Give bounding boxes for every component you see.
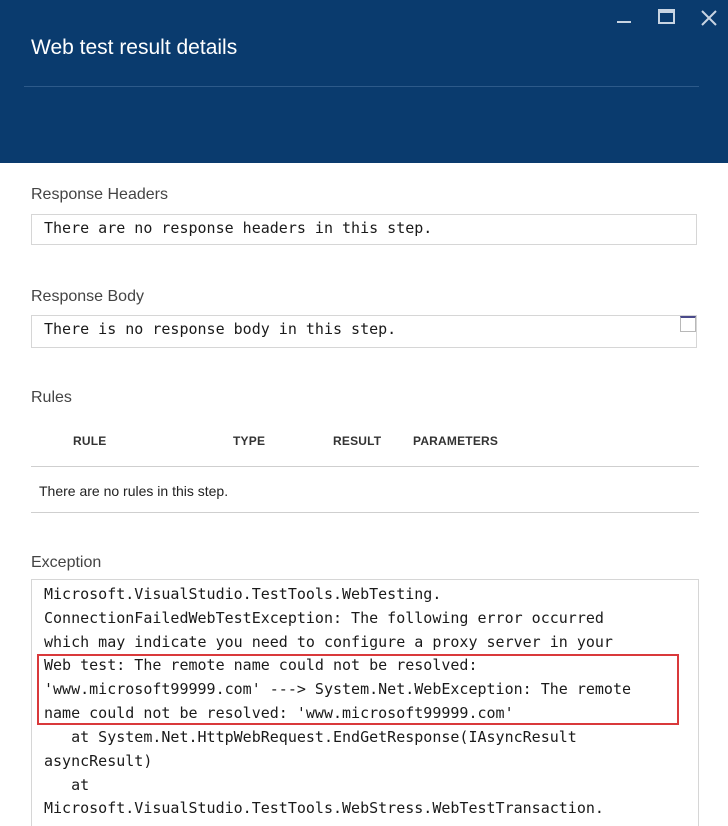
maximize-icon — [655, 6, 679, 30]
minimize-button[interactable] — [612, 6, 636, 30]
response-body-label: Response Body — [31, 288, 144, 305]
rules-label: Rules — [31, 389, 72, 406]
exception-line: Microsoft.VisualStudio.TestTools.WebStress.WebTestTransaction. — [44, 799, 604, 817]
rules-column-result[interactable]: RESULT — [333, 434, 382, 448]
close-icon — [697, 6, 721, 30]
page-title: Web test result details — [31, 36, 238, 59]
exception-line: at — [44, 776, 90, 794]
exception-line: asyncResult) — [44, 752, 153, 770]
response-headers-box[interactable] — [31, 214, 697, 245]
exception-line: name could not be resolved: 'www.microsoft99999.com' — [44, 704, 514, 722]
exception-box[interactable] — [31, 579, 699, 826]
close-button[interactable] — [697, 6, 721, 30]
response-body-text: There is no response body in this step. — [44, 320, 397, 338]
rules-bottom-divider — [31, 512, 699, 513]
response-headers-label: Response Headers — [31, 186, 168, 203]
resize-handle[interactable] — [680, 316, 696, 332]
rules-header-divider — [31, 466, 699, 467]
exception-line: Web test: The remote name could not be resolved: — [44, 656, 478, 674]
rules-column-parameters[interactable]: PARAMETERS — [413, 434, 499, 448]
rules-empty-text: There are no rules in this step. — [39, 483, 229, 499]
blade-header — [0, 0, 728, 163]
minimize-icon — [612, 6, 636, 30]
exception-line: ConnectionFailedWebTestException: The following error occurred — [44, 609, 604, 627]
maximize-button[interactable] — [655, 6, 679, 30]
exception-line: 'www.microsoft99999.com' ---> System.Net.WebException: The remote — [44, 680, 631, 698]
exception-line: at System.Net.HttpWebRequest.EndGetResponse(IAsyncResult — [44, 728, 577, 746]
response-body-box[interactable] — [31, 315, 697, 348]
header-divider — [24, 86, 699, 87]
rules-column-rule[interactable]: RULE — [73, 434, 107, 448]
rules-column-type[interactable]: TYPE — [233, 434, 266, 448]
exception-line: which may indicate you need to configure a proxy server in your — [44, 633, 613, 651]
exception-label: Exception — [31, 554, 102, 571]
response-headers-text: There are no response headers in this step. — [44, 219, 433, 237]
exception-line: Microsoft.VisualStudio.TestTools.WebTesting. — [44, 585, 442, 603]
